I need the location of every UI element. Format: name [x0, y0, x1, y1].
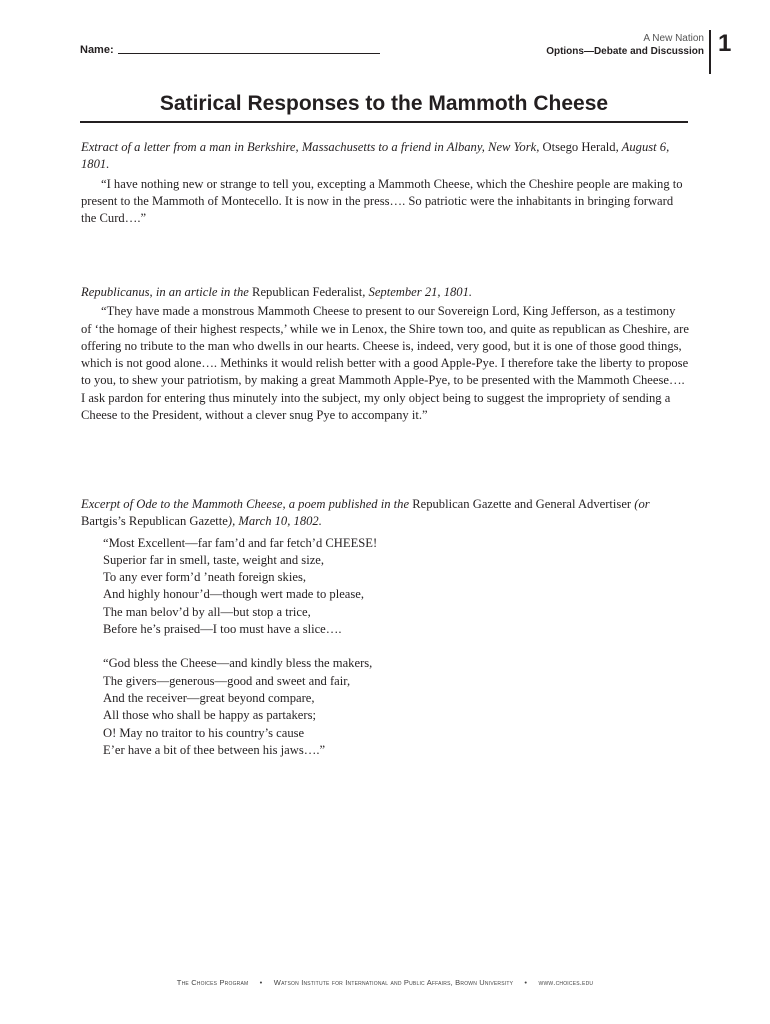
title-rule: [80, 121, 688, 123]
poem-line: Before he’s praised—I too must have a slice….: [103, 622, 342, 637]
poem-line: “Most Excellent—far fam’d and far fetch’d CHEESE!: [103, 535, 378, 550]
poem-line: The givers—generous—good and sweet and fair,: [103, 673, 351, 688]
poem-line: All those who shall be happy as partakers;: [103, 708, 316, 723]
section-source: [81, 496, 689, 531]
poem-stanza: [103, 535, 689, 639]
poem: [103, 535, 689, 760]
poem-line: “God bless the Cheese—and kindly bless the makers,: [103, 656, 373, 671]
name-line[interactable]: [118, 53, 380, 54]
source-part: Republican Federalist: [252, 285, 363, 299]
section-republicanus: [81, 284, 689, 424]
poem-line: E’er have a bit of thee between his jaws….”: [103, 742, 326, 757]
name-field: [80, 44, 380, 56]
poem-stanza: [103, 655, 689, 759]
poem-line: And the receiver—great beyond compare,: [103, 690, 315, 705]
page-footer: [0, 978, 770, 987]
poem-line: And highly honour’d—though wert made to please,: [103, 587, 365, 602]
name-label: Name:: [80, 44, 114, 56]
section-quote: “They have made a monstrous Mammoth Cheese to present to our Sovereign Lord, King Jefferson, as a testimony of ‘the homage of their highest respects,’ while we in Lenox, the Shire town too, and quite as republican as Cheshire, are offering no tribute to the man who dwells in our hearts. Cheese is, indeed, very good, but it is one of those good things, which is not good alone…. Methinks it would relish better with a good Apple-Pye. I therefore take the liberty to propose to you, to shew your patriotism, by making a great Mammoth Apple-Pye, to be presented with the Mammoth Cheese…. I ask pardon for entering thus minutely into the subject, my only object being to suggest the impropriety of sending a Cheese to the President, without a clever snug Pye to accompany it.”: [81, 304, 689, 423]
footer-separator: •: [524, 978, 528, 987]
running-header: [546, 32, 704, 58]
footer-program: The Choices Program: [176, 978, 249, 987]
series-title: A New Nation: [643, 33, 704, 44]
source-part: , September 21, 1801.: [362, 285, 473, 299]
source-part: ), March 10, 1802.: [227, 514, 322, 529]
poem-line: To any ever form’d ’neath foreign skies,: [103, 570, 306, 585]
footer-institute: Watson Institute for International and Public Affairs, Brown University: [273, 978, 514, 987]
source-part: Extract of a letter from a man in Berkshire, Massachusetts to a friend in Albany, New York,: [81, 140, 543, 154]
section-source: [81, 284, 689, 301]
source-part: Republicanus, in an article in the: [81, 285, 253, 299]
poem-line: The man belov’d by all—but stop a trice,: [103, 604, 311, 619]
poem-line: O! May no traitor to his country’s cause: [103, 725, 305, 740]
footer-website[interactable]: www.choices.edu: [538, 978, 594, 987]
header-divider: [709, 30, 711, 74]
page-title: Satirical Responses to the Mammoth Cheese: [159, 92, 609, 115]
section-letter: [81, 139, 689, 227]
source-part: Excerpt of Ode to the Mammoth Cheese, a poem published in the: [81, 497, 413, 511]
source-part: , August 6, 1801.: [81, 140, 670, 172]
source-part: Bartgis’s Republican Gazette: [81, 514, 228, 529]
source-part: (or: [631, 497, 650, 511]
section-source: [81, 139, 689, 174]
section-quote: “I have nothing new or strange to tell you, excepting a Mammoth Cheese, which the Cheshire people are making to present to the Mammoth of Montecello. It is now in the press…. So patriotic were the inhabitants in bringing forward the Curd….”: [81, 176, 683, 226]
poem-line: Superior far in smell, taste, weight and size,: [103, 552, 325, 567]
source-part: Republican Gazette and General Advertiser: [412, 497, 632, 511]
section-ode: [81, 496, 689, 776]
page-number: 1: [718, 30, 732, 57]
unit-title: Options—Debate and Discussion: [546, 46, 704, 57]
footer-separator: •: [259, 978, 263, 987]
source-part: Otsego Herald: [542, 140, 616, 154]
